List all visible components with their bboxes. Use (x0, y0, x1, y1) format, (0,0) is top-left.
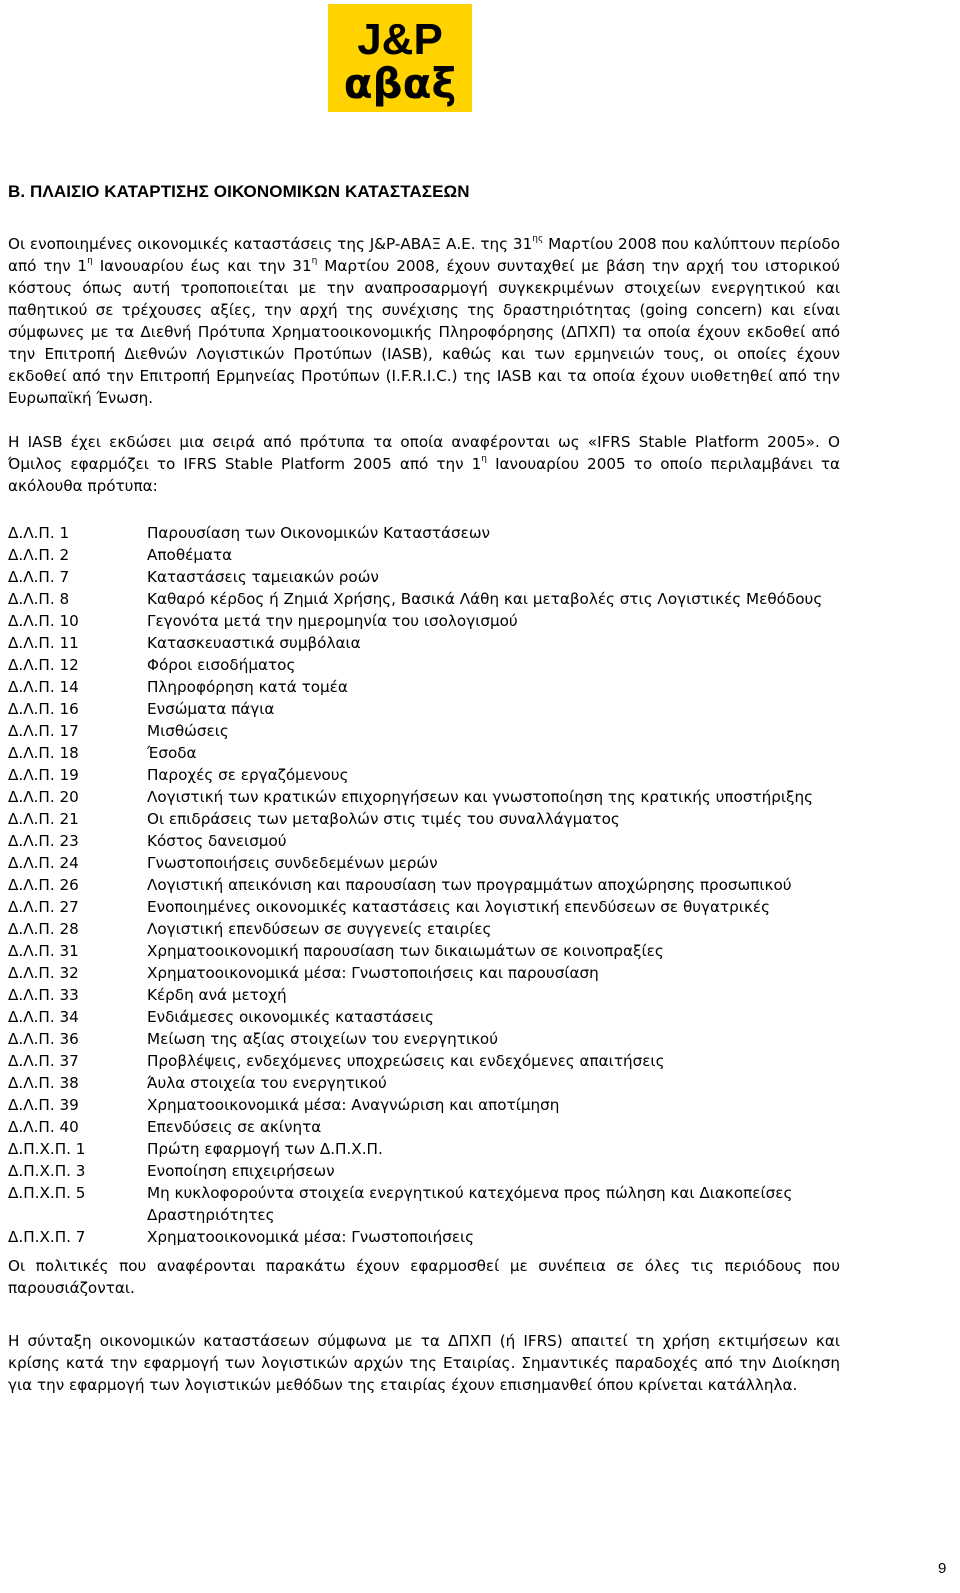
standard-title: Πληροφόρηση κατά τομέα (147, 678, 348, 696)
standard-code: Δ.Λ.Π. 37 (8, 1052, 79, 1070)
standard-code: Δ.Λ.Π. 23 (8, 832, 79, 850)
standard-row (8, 610, 848, 632)
standard-code: Δ.Λ.Π. 40 (8, 1118, 79, 1136)
standard-row (8, 1160, 848, 1182)
standard-code: Δ.Λ.Π. 11 (8, 634, 79, 652)
standard-code: Δ.Λ.Π. 12 (8, 656, 79, 674)
standard-title: Γνωστοποιήσεις συνδεδεμένων μερών (147, 854, 438, 872)
intro-paragraph (8, 233, 840, 409)
standard-code: Δ.Λ.Π. 14 (8, 678, 79, 696)
standard-row (8, 588, 848, 610)
standard-title: Ενοποιημένες οικονομικές καταστάσεις και λογιστική επενδύσεων σε θυγατρικές (147, 898, 771, 916)
page-number: 9 (938, 1560, 947, 1577)
estimates-paragraph: Η σύνταξη οικονομικών καταστάσεων σύμφωνα με τα ΔΠΧΠ (ή IFRS) απαιτεί τη χρήση εκτιμήσεων και κρίσης κατά την εφαρμογή των λογιστικών αρχών της Εταιρίας. Σημαντικές παραδοχές από την Διοίκηση για την εφαρμογή των λογιστικών μεθόδων της εταιρίας έχουν επισημανθεί όπου κρίνεται κατάλληλα. (8, 1332, 840, 1394)
standard-title: Πρώτη εφαρμογή των Δ.Π.Χ.Π. (147, 1140, 383, 1158)
standard-code: Δ.Λ.Π. 26 (8, 876, 79, 894)
section-title: B. ΠΛΑΙΣΙΟ ΚΑΤΑΡΤΙΣΗΣ ΟΙΚΟΝΟΜΙΚΩΝ ΚΑΤΑΣΤΑΣΕΩΝ (8, 182, 470, 201)
standard-row (8, 1006, 848, 1028)
standard-row (8, 1138, 848, 1160)
standard-title: Λογιστική απεικόνιση και παρουσίαση των προγραμμάτων αποχώρησης προσωπικού (147, 876, 792, 894)
standard-title: Λογιστική επενδύσεων σε συγγενείς εταιρίες (147, 920, 492, 938)
standard-title: Ενσώματα πάγια (147, 700, 275, 718)
standard-code: Δ.Λ.Π. 10 (8, 612, 79, 630)
standard-row (8, 742, 848, 764)
standard-code: Δ.Λ.Π. 20 (8, 788, 79, 806)
standard-title: Μείωση της αξίας στοιχείων του ενεργητικού (147, 1030, 499, 1048)
standard-title: Καθαρό κέρδος ή Ζημιά Χρήσης, Βασικά Λάθη και μεταβολές στις Λογιστικές Μεθόδους (147, 590, 823, 608)
standard-code: Δ.Λ.Π. 24 (8, 854, 79, 872)
standard-code: Δ.Π.Χ.Π. 5 (8, 1184, 86, 1202)
standard-code: Δ.Λ.Π. 36 (8, 1030, 79, 1048)
standard-title: Χρηματοοικονομική παρουσίαση των δικαιωμάτων σε κοινοπραξίες (147, 942, 664, 960)
standard-row (8, 764, 848, 786)
standard-row (8, 522, 848, 544)
standard-title: Οι επιδράσεις των μεταβολών στις τιμές του συναλλάγματος (147, 810, 620, 828)
standard-row (8, 786, 848, 808)
standard-code: Δ.Π.Χ.Π. 1 (8, 1140, 86, 1158)
standard-code: Δ.Λ.Π. 2 (8, 546, 70, 564)
standard-row (8, 852, 848, 874)
standard-title: Ενδιάμεσες οικονομικές καταστάσεις (147, 1008, 434, 1026)
standard-title: Μη κυκλοφορούντα στοιχεία ενεργητικού κατεχόμενα προς πώληση και Διακοπείσες Δραστηριότητες (147, 1184, 793, 1224)
ifrs-part-1: Η IASB έχει εκδώσει μια σειρά από πρότυπα τα οποία αναφέρονται ως «IFRS Stable Platform 2005». Ο Όμιλος εφαρμόζει το IFRS Stable Platform 2005 από την 1 (8, 433, 840, 473)
standard-title: Λογιστική των κρατικών επιχορηγήσεων και γνωστοποίηση της κρατικής υποστήριξης (147, 788, 814, 806)
standard-code: Δ.Λ.Π. 19 (8, 766, 79, 784)
standard-title: Φόροι εισοδήματος (147, 656, 296, 674)
standard-row (8, 676, 848, 698)
policies-paragraph: Οι πολιτικές που αναφέρονται παρακάτω έχουν εφαρμοσθεί με συνέπεια σε όλες τις περιόδους που παρουσιάζονται. (8, 1257, 840, 1297)
standard-code: Δ.Λ.Π. 21 (8, 810, 79, 828)
logo-line-1: J&P (357, 15, 443, 64)
standard-code: Δ.Π.Χ.Π. 3 (8, 1162, 86, 1180)
ifrs-part-2: Ιανουαρίου 2005 το οποίο περιλαμβάνει τα ακόλουθα πρότυπα: (8, 455, 840, 495)
standard-row (8, 874, 848, 896)
standard-row (8, 830, 848, 852)
standard-title: Καταστάσεις ταμειακών ροών (147, 568, 379, 586)
standard-code: Δ.Π.Χ.Π. 7 (8, 1228, 86, 1246)
company-logo (328, 4, 472, 112)
standard-row (8, 1226, 848, 1248)
standard-row (8, 962, 848, 984)
standard-title: Αποθέματα (147, 546, 233, 564)
standard-row (8, 632, 848, 654)
standard-code: Δ.Λ.Π. 18 (8, 744, 79, 762)
intro-part-4: Μαρτίου 2008, έχουν συνταχθεί με βάση την αρχή του ιστορικού κόστους όπως αυτή τροποποιείται με την αναπροσαρμογή συγκεκριμένων στοιχείων ενεργητικού και παθητικού σε τρέχουσες αξίες, την αρχή της συνέχισης της δραστηριότητας (going concern) και είναι σύμφωνες με τα Διεθνή Πρότυπα Χρηματοοικονομικής Πληροφόρησης (ΔΠΧΠ) τα οποία έχουν εκδοθεί από την Επιτροπή Διεθνών Λογιστικών Προτύπων (IASB), καθώς και των ερμηνειών τους, οι οποίες έχουν εκδοθεί από την Επιτροπή Ερμηνείας Προτύπων (I.F.R.I.C.) της IASB και τα οποία έχουν υιοθετηθεί από την Ευρωπαϊκή Ένωση. (8, 257, 840, 407)
standard-row (8, 1050, 848, 1072)
standard-row (8, 654, 848, 676)
standard-code: Δ.Λ.Π. 8 (8, 590, 70, 608)
standard-title: Άυλα στοιχεία του ενεργητικού (147, 1074, 387, 1092)
standard-title: Παρουσίαση των Οικονομικών Καταστάσεων (147, 524, 491, 542)
intro-sup-2: η (87, 256, 93, 266)
standard-title: Γεγονότα μετά την ημερομηνία του ισολογισμού (147, 612, 518, 630)
standard-row (8, 544, 848, 566)
standard-title: Χρηματοοικονομικά μέσα: Γνωστοποιήσεις (147, 1228, 475, 1246)
standard-code: Δ.Λ.Π. 27 (8, 898, 79, 916)
standard-row (8, 698, 848, 720)
standard-row (8, 940, 848, 962)
standard-title: Κατασκευαστικά συμβόλαια (147, 634, 361, 652)
standard-row (8, 1116, 848, 1138)
standard-title: Κόστος δανεισμού (147, 832, 287, 850)
intro-part-3: Ιανουαρίου έως και την 31 (92, 257, 312, 275)
standard-title: Προβλέψεις, ενδεχόμενες υποχρεώσεις και ενδεχόμενες απαιτήσεις (147, 1052, 665, 1070)
standard-row (8, 896, 848, 918)
intro-sup-1: ης (532, 234, 544, 244)
intro-part-1: Οι ενοποιημένες οικονομικές καταστάσεις της J&P-ΑΒΑΞ Α.Ε. της 31 (8, 235, 533, 253)
standard-title: Κέρδη ανά μετοχή (147, 986, 287, 1004)
standard-title: Έσοδα (147, 744, 197, 762)
standard-row (8, 1182, 848, 1226)
standard-row (8, 984, 848, 1006)
logo-line-2: αβαξ (343, 59, 457, 108)
standard-row (8, 808, 848, 830)
standard-title: Ενοποίηση επιχειρήσεων (147, 1162, 335, 1180)
standard-code: Δ.Λ.Π. 1 (8, 524, 70, 542)
ifrs-sup: η (481, 454, 488, 464)
intro-sup-3: η (311, 256, 318, 266)
standard-row (8, 566, 848, 588)
standard-code: Δ.Λ.Π. 39 (8, 1096, 79, 1114)
standard-code: Δ.Λ.Π. 32 (8, 964, 79, 982)
standard-code: Δ.Λ.Π. 7 (8, 568, 70, 586)
standard-row (8, 720, 848, 742)
standard-row (8, 1094, 848, 1116)
standard-code: Δ.Λ.Π. 38 (8, 1074, 79, 1092)
intro-part-2: Μαρτίου 2008 που καλύπτουν περίοδο από την 1 (8, 235, 840, 275)
standard-title: Παροχές σε εργαζόμενους (147, 766, 349, 784)
logo-mark (328, 4, 472, 112)
standard-code: Δ.Λ.Π. 17 (8, 722, 79, 740)
standard-code: Δ.Λ.Π. 34 (8, 1008, 79, 1026)
standard-row (8, 1028, 848, 1050)
standard-row (8, 918, 848, 940)
standard-code: Δ.Λ.Π. 28 (8, 920, 79, 938)
standard-code: Δ.Λ.Π. 33 (8, 986, 79, 1004)
standard-title: Μισθώσεις (147, 722, 229, 740)
standard-code: Δ.Λ.Π. 31 (8, 942, 79, 960)
standard-row (8, 1072, 848, 1094)
standard-code: Δ.Λ.Π. 16 (8, 700, 79, 718)
standard-title: Επενδύσεις σε ακίνητα (147, 1118, 322, 1136)
standard-title: Χρηματοοικονομικά μέσα: Γνωστοποιήσεις και παρουσίαση (147, 964, 599, 982)
ifrs-platform-paragraph (8, 431, 840, 497)
standard-title: Χρηματοοικονομικά μέσα: Αναγνώριση και αποτίμηση (147, 1096, 560, 1114)
standards-list (8, 522, 848, 1248)
